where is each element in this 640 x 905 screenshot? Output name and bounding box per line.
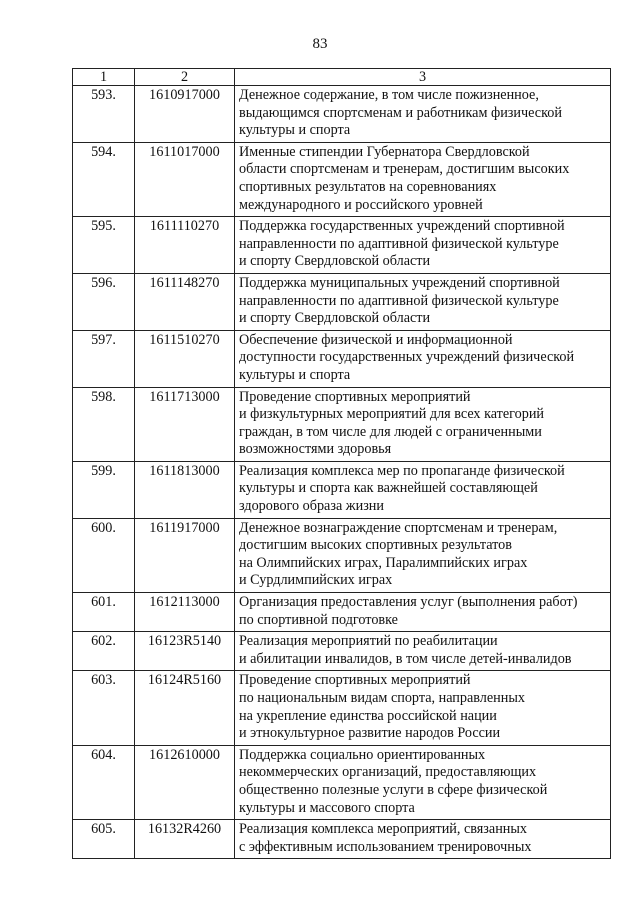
table-row [73, 518, 611, 592]
description-line: культуры и спорта [239, 122, 351, 139]
description-line: направленности по адаптивной физической культуре [239, 292, 559, 309]
budget-code: 1611148270 [135, 273, 235, 330]
budget-code: 1611917000 [135, 518, 235, 592]
description-line: и этнокультурное развитие народов России [239, 725, 501, 742]
expense-description [235, 461, 611, 518]
budget-code: 1612113000 [135, 593, 235, 632]
expense-description [235, 632, 611, 671]
table-row [73, 461, 611, 518]
description-line: и абилитации инвалидов, в том числе детей-инвалидов [239, 650, 572, 667]
budget-code: 16132R4260 [135, 820, 235, 859]
description-line: и спорту Свердловской области [239, 310, 431, 327]
row-number: 604. [73, 745, 135, 819]
row-number: 595. [73, 217, 135, 274]
description-line: по национальным видам спорта, направленных [239, 690, 525, 706]
description-line: области спортсменам и тренерам, достигшим высоких [239, 161, 570, 178]
budget-code: 1611110270 [135, 217, 235, 274]
description-line: Реализация комплекса мер по пропаганде физической [239, 462, 565, 479]
row-number: 599. [73, 461, 135, 518]
table-header-row [73, 69, 611, 86]
table-body [73, 86, 611, 859]
table-row [73, 142, 611, 216]
expense-description [235, 86, 611, 143]
budget-code: 1610917000 [135, 86, 235, 143]
budget-code: 1611713000 [135, 387, 235, 461]
description-line: Реализация мероприятий по реабилитации [239, 633, 498, 650]
budget-code: 1612610000 [135, 745, 235, 819]
table-row [73, 330, 611, 387]
table-row [73, 273, 611, 330]
description-line: Проведение спортивных мероприятий [239, 672, 471, 689]
column-header-number: 1 [73, 69, 135, 86]
row-number: 593. [73, 86, 135, 143]
table-row [73, 745, 611, 819]
description-line: и физкультурных мероприятий для всех категорий [239, 406, 545, 423]
budget-code: 16124R5160 [135, 671, 235, 745]
description-line: Проведение спортивных мероприятий [239, 388, 471, 405]
description-line: с эффективным использованием тренировочных [239, 838, 532, 855]
row-number: 594. [73, 142, 135, 216]
expense-description [235, 518, 611, 592]
table-row [73, 593, 611, 632]
description-line: достигшим высоких спортивных результатов [239, 537, 512, 554]
row-number: 597. [73, 330, 135, 387]
description-line: некоммерческих организаций, предоставляющих [239, 764, 537, 781]
description-line: Поддержка социально ориентированных [239, 746, 486, 763]
expense-description [235, 671, 611, 745]
row-number: 596. [73, 273, 135, 330]
row-number: 603. [73, 671, 135, 745]
description-line: культуры и спорта [239, 366, 351, 383]
expense-description [235, 142, 611, 216]
description-line: Поддержка государственных учреждений спортивной [239, 218, 565, 235]
description-line: доступности государственных учреждений физической [239, 349, 575, 366]
description-line: общественно полезные услуги в сфере физической [239, 781, 548, 798]
description-line: Именные стипендии Губернатора Свердловской [239, 143, 530, 160]
description-line: на Олимпийских играх, Паралимпийских играх [239, 554, 528, 571]
table-row [73, 632, 611, 671]
description-line: и спорту Свердловской области [239, 253, 431, 270]
description-line: на укрепление единства российской нации [239, 707, 497, 724]
expense-description [235, 745, 611, 819]
description-line: направленности по адаптивной физической культуре [239, 235, 559, 252]
row-number: 605. [73, 820, 135, 859]
description-line: Обеспечение физической и информационной [239, 331, 513, 348]
description-line: граждан, в том числе для людей с ограниченными [239, 423, 542, 440]
table-row [73, 671, 611, 745]
budget-code: 1611813000 [135, 461, 235, 518]
description-line: Денежное содержание, в том числе пожизненное, [239, 87, 539, 103]
row-number: 601. [73, 593, 135, 632]
budget-code-table [72, 68, 611, 859]
table-row [73, 820, 611, 859]
budget-code: 16123R5140 [135, 632, 235, 671]
description-line: и Сурдлимпийских играх [239, 572, 393, 589]
description-line: международного и российского уровней [239, 196, 483, 213]
table-row [73, 387, 611, 461]
description-line: Поддержка муниципальных учреждений спортивной [239, 274, 560, 291]
column-header-description: 3 [235, 69, 611, 86]
table-row [73, 86, 611, 143]
row-number: 602. [73, 632, 135, 671]
page-number: 83 [312, 36, 328, 52]
expense-description [235, 820, 611, 859]
description-line: Организация предоставления услуг (выполнения работ) [239, 594, 578, 611]
expense-description [235, 217, 611, 274]
column-header-code: 2 [135, 69, 235, 86]
budget-code: 1611017000 [135, 142, 235, 216]
description-line: Денежное вознаграждение спортсменам и тренерам, [239, 519, 558, 536]
table-row [73, 217, 611, 274]
description-line: культуры и массового спорта [239, 799, 415, 816]
description-line: Реализация комплекса мероприятий, связанных [239, 821, 528, 838]
row-number: 600. [73, 518, 135, 592]
description-line: по спортивной подготовке [239, 611, 398, 628]
description-line: спортивных результатов на соревнованиях [239, 178, 497, 195]
budget-code: 1611510270 [135, 330, 235, 387]
row-number: 598. [73, 387, 135, 461]
expense-description [235, 330, 611, 387]
expense-description [235, 273, 611, 330]
expense-description [235, 593, 611, 632]
description-line: культуры и спорта как важнейшей составляющей [239, 480, 538, 497]
expense-description [235, 387, 611, 461]
description-line: выдающимся спортсменам и работникам физической [239, 104, 562, 121]
description-line: возможностями здоровья [239, 441, 392, 458]
description-line: здорового образа жизни [239, 498, 384, 515]
